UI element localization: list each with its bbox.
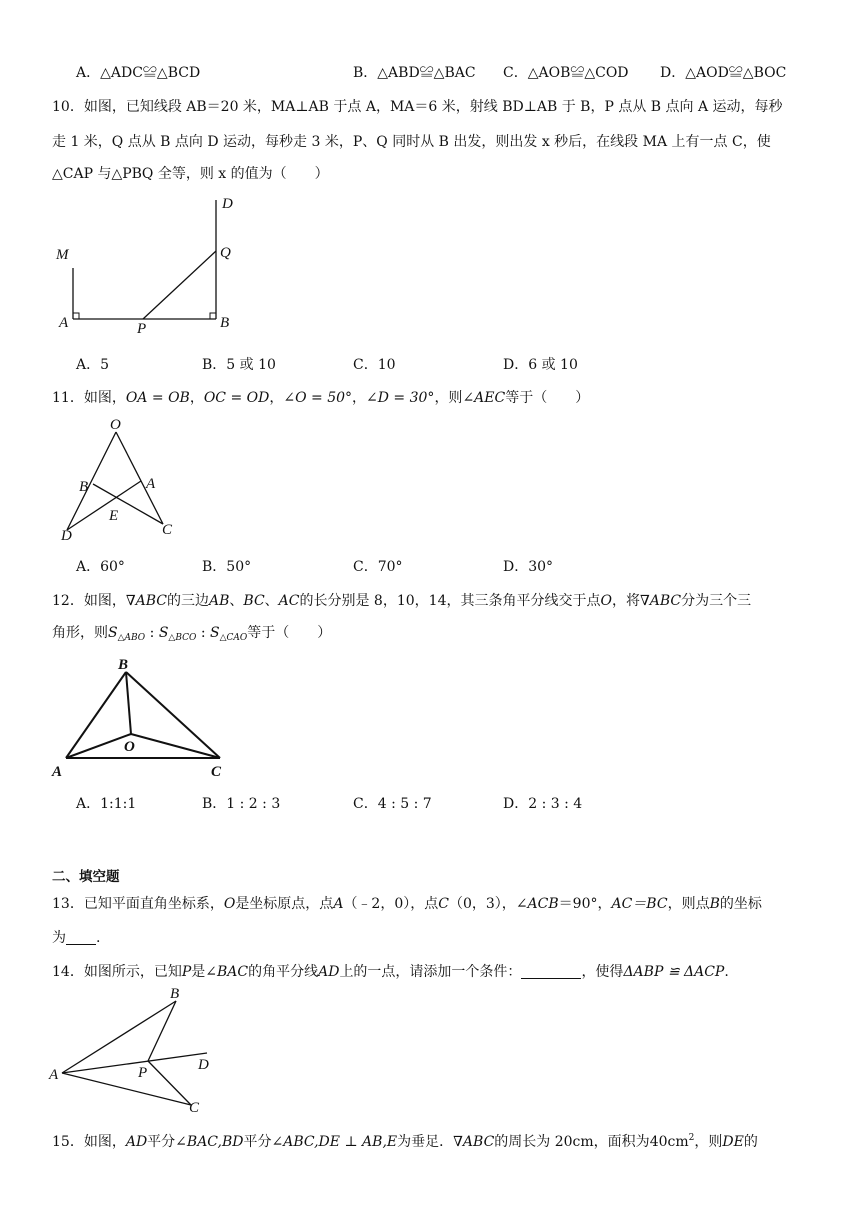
label-e: E (109, 508, 119, 524)
label-b: B (170, 986, 180, 1002)
q12-option-b: B．1 : 2 : 3 (202, 796, 281, 812)
q12-text-line2: 角形，则$S_{\triangle ABO}$ : $S_{\triangle BCO}$ : $S_{\triangle CAO}$等于（ ） (52, 625, 332, 643)
segment-ac (62, 1073, 191, 1105)
answer-blank[interactable] (521, 964, 581, 979)
label-p: P (137, 321, 147, 337)
q12-figure (50, 650, 240, 780)
q12-option-a: A．1:1:1 (76, 796, 137, 812)
right-angle-mark-a (73, 313, 79, 319)
label-c: C (162, 522, 173, 538)
q10-option-a: A．5 (76, 357, 110, 373)
segment-pq (143, 251, 216, 319)
segment-ao (66, 734, 131, 758)
label-b: B (118, 657, 129, 673)
label-o: O (110, 417, 121, 433)
q10-text-line1: 10．如图，已知线段 AB＝20 米，MA⊥AB 于点 A，MA＝6 米，射线 BD⊥AB 于 B，P 点从 B 点向 A 运动，每秒 (52, 99, 783, 115)
segment-ad (62, 1053, 207, 1073)
q12-option-c: C．4 : 5 : 7 (353, 796, 432, 812)
q10-figure (50, 190, 250, 340)
label-c: C (211, 764, 222, 780)
segment-pc (148, 1061, 191, 1105)
q10-option-d: D．6 或 10 (503, 357, 578, 373)
q9-option-b: B．△ABD≌△BAC (353, 65, 476, 81)
section-title: 二、填空题 (52, 869, 120, 885)
q9-option-d: D．△AOD≌△BOC (660, 65, 787, 81)
label-d: D (222, 196, 233, 212)
q11-text: 11．如图，OA = OB，OC = OD，∠O = 50°，∠D = 30°，则∠AEC等于（ ） (52, 390, 590, 406)
q15-text: 15．如图，AD平分∠BAC,BD平分∠ABC,DE ⊥ AB,E为垂足．∇ABC的周长为 20cm，面积为$40cm^2$，则DE的 (52, 1133, 758, 1150)
q10-option-b: B．5 或 10 (202, 357, 276, 373)
label-a: A (52, 764, 63, 780)
q13-text-line2: 为 . (52, 930, 101, 946)
label-a: A (146, 476, 156, 492)
label-p: P (138, 1065, 148, 1081)
q12-option-d: D．2 : 3 : 4 (503, 796, 583, 812)
q9-option-c: C．△AOB≌△COD (503, 65, 629, 81)
q9-option-a: A．△ADC≌△BCD (76, 65, 201, 81)
q13-text-line1: 13．已知平面直角坐标系，O是坐标原点，点A（﹣2，0），点C（0，3），∠ACB＝90°，AC＝BC，则点B的坐标 (52, 896, 762, 912)
q14-text: 14．如图所示，已知P是∠BAC的角平分线AD上的一点，请添加一个条件： ，使得ΔABP ≌ ΔACP. (52, 964, 729, 980)
label-c: C (189, 1100, 200, 1116)
label-a: A (59, 315, 69, 331)
label-b: B (220, 315, 230, 331)
q11-option-b: B．50° (202, 559, 252, 575)
q14-figure (45, 985, 225, 1120)
q11-figure (50, 412, 190, 547)
label-d: D (198, 1057, 209, 1073)
label-b: B (79, 479, 89, 495)
right-angle-mark-b (210, 313, 216, 319)
q11-option-c: C．70° (353, 559, 403, 575)
answer-blank[interactable] (66, 930, 96, 945)
label-a: A (49, 1067, 59, 1083)
label-m: M (56, 247, 69, 263)
segment-ab (66, 672, 126, 758)
q10-option-c: C．10 (353, 357, 396, 373)
label-o: O (124, 739, 135, 755)
segment-bo (126, 672, 131, 734)
label-d: D (61, 528, 72, 544)
q10-text-line2: 走 1 米，Q 点从 B 点向 D 运动，每秒走 3 米，P、Q 同时从 B 出发，则出发 x 秒后，在线段 MA 上有一点 C，使 (52, 134, 771, 150)
q12-text-line1: 12．如图，∇ABC的三边AB、BC、AC的长分别是 8，10，14，其三条角平分线交于点O，将∇ABC分为三个三 (52, 593, 752, 609)
label-q: Q (220, 245, 231, 261)
q11-option-a: A．60° (76, 559, 125, 575)
q10-text-line3: △CAP 与△PBQ 全等，则 x 的值为（ ） (52, 166, 329, 182)
q11-option-d: D．30° (503, 559, 554, 575)
